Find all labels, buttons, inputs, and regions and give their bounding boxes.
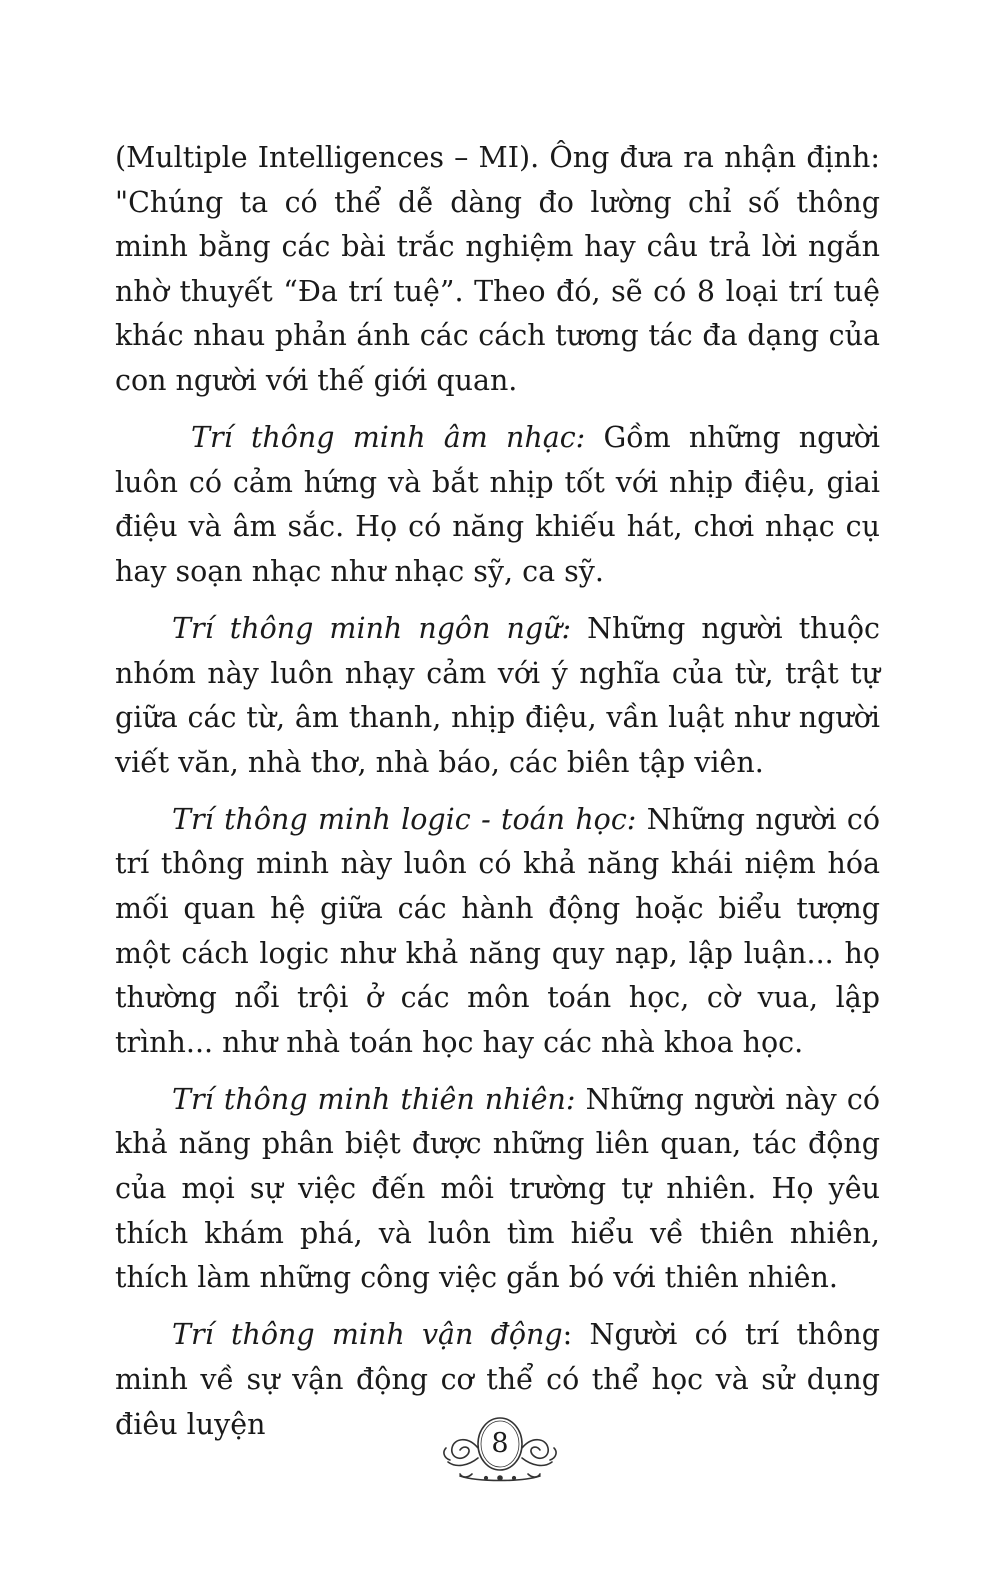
paragraph-term: Trí thông minh vận động — [172, 1318, 563, 1352]
paragraph-intro — [115, 136, 880, 404]
paragraph-text: Những người này có khả năng phân biệt được những liên quan, tác động của mọi sự việc đến môi trường tự nhiên. Họ yêu thích khám phá, và luôn tìm hiểu về thiên nhiên, thích làm những công việc gắn bó với thiên nhiên. — [115, 1082, 880, 1295]
page-number-ornament — [438, 1408, 562, 1490]
paragraph-music-intelligence — [115, 416, 880, 594]
paragraph-naturalist-intelligence — [115, 1078, 880, 1301]
paragraph-text: Gồm những người luôn có cảm hứng và bắt nhịp tốt với nhịp điệu, giai điệu và âm sắc. Họ có năng khiếu hát, chơi nhạc cụ hay soạn nhạc như nhạc sỹ, ca sỹ. — [115, 421, 880, 588]
page-body — [115, 136, 880, 1460]
paragraph-text: : Người có trí thông minh về sự vận động cơ thể có thể học và sử dụng điêu luyện — [115, 1318, 880, 1441]
paragraph-term: Trí thông minh âm nhạc: — [191, 421, 586, 455]
paragraph-text: Những người thuộc nhóm này luôn nhạy cảm với ý nghĩa của từ, trật tự giữa các từ, âm thanh, nhịp điệu, vần luật như người viết văn, nhà thơ, nhà báo, các biên tập viên. — [115, 611, 880, 779]
paragraph-term: Trí thông minh ngôn ngữ: — [172, 611, 572, 645]
paragraph-text: (Multiple Intelligences – MI). Ông đưa ra nhận định: "Chúng ta có thể dễ dàng đo lường chỉ số thông minh bằng các bài trắc nghiệm hay câu trả lời ngắn nhờ thuyết “Đa trí tuệ”. Theo đó, sẽ có 8 loại trí tuệ khác nhau phản ánh các cách tương tác đa dạng của con người với thế giới quan. — [115, 141, 880, 397]
paragraph-logic-math-intelligence — [115, 798, 880, 1066]
page-number: 8 — [491, 1428, 509, 1459]
paragraph-term: Trí thông minh logic - toán học: — [172, 802, 637, 836]
paragraph-linguistic-intelligence — [115, 607, 880, 785]
paragraph-text: Những người có trí thông minh này luôn có khả năng khái niệm hóa mối quan hệ giữa các hành động hoặc biểu tượng một cách logic như khả năng quy nạp, lập luận... họ thường nổi trội ở các môn toán học, cờ vua, lập trình... như nhà toán học hay các nhà khoa học. — [115, 802, 880, 1059]
paragraph-term: Trí thông minh thiên nhiên: — [172, 1082, 576, 1116]
